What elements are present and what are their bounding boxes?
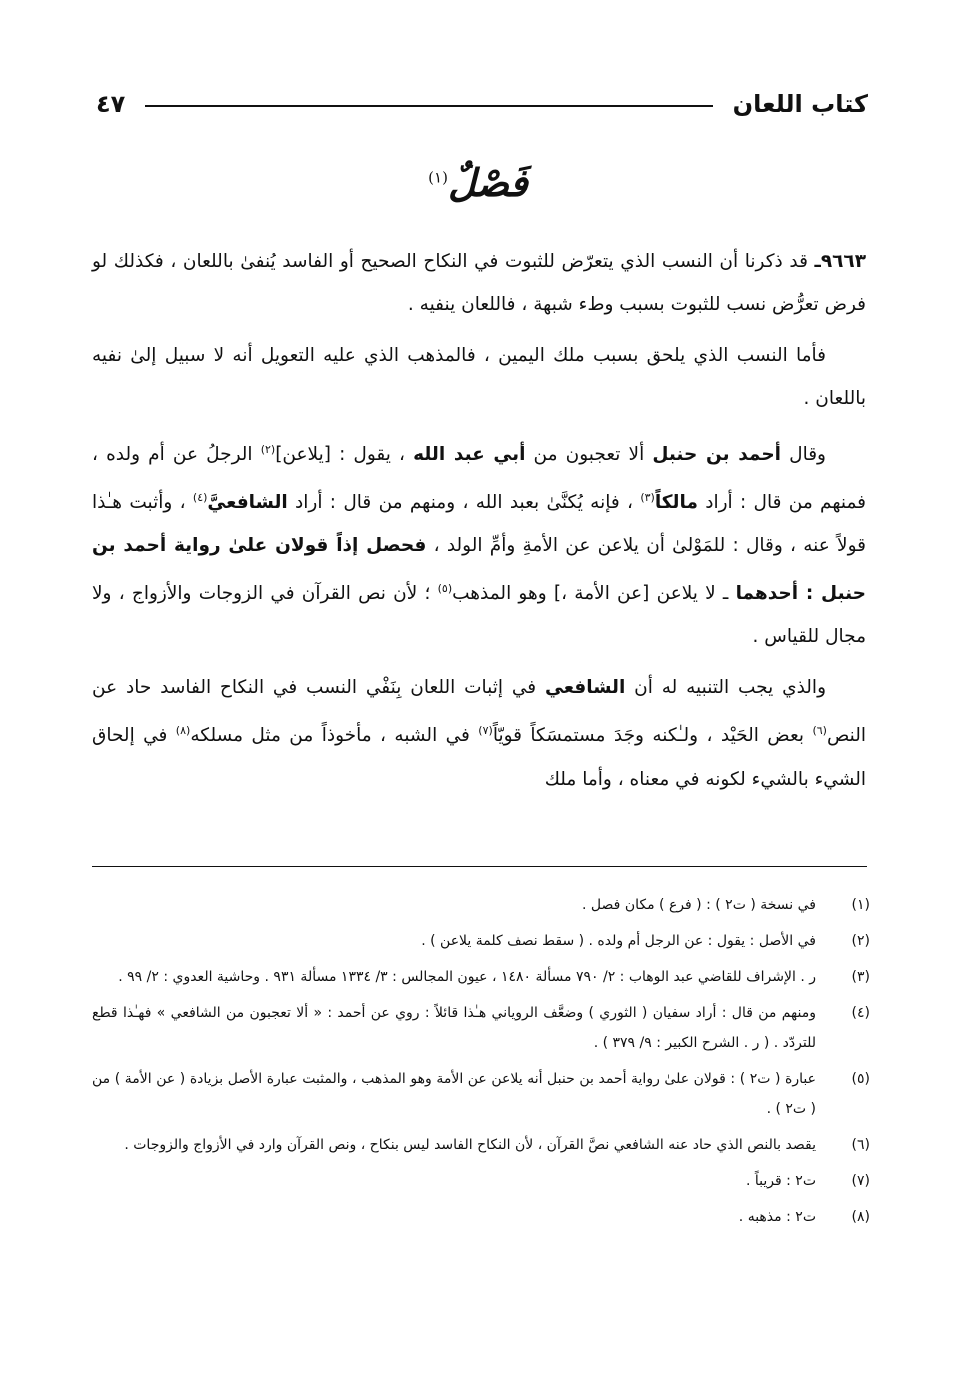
footnote-text: في الأصل : يقول : عن الرجل أم ولده . ( سقط نصف كلمة يلاعن ) . — [421, 933, 816, 949]
footnote-text: ت٢ : قريباً . — [745, 1173, 816, 1189]
bold-text: فحصل إذاً قولان علىٰ رواية أحمد بن حنبل : أحدهما — [92, 535, 867, 605]
footnotes — [92, 890, 870, 1238]
footnote-text: ر . الإشراف للقاضي عبد الوهاب : ٢/ ٧٩٠ مسألة ١٤٨٠ ، عيون المجالس : ٣/ ١٣٣٤ مسألة ٩٣١ . وحاشية العدوي : ٢/ ٩٩ . — [118, 969, 816, 985]
footnote-text: يقصد بالنص الذي حاد عنه الشافعي نصَّ القرآن ، لأن النكاح الفاسد ليس بنكاح ، ونص القرآن وارد في الأزواج والزوجات . — [124, 1137, 816, 1153]
footnote-number: (٢) — [851, 933, 870, 949]
text-run: قد ذكرنا أن النسب الذي يتعرّض للثبوت في النكاح الصحيح أو الفاسد يُنفىٰ باللعان ، فكذلك لو فرض تعرُّض نسب للثبوت بسبب وطء شبهة ، فاللعان ينفيه . — [92, 251, 866, 315]
footnote — [92, 1064, 870, 1124]
footnote-number: (٦) — [851, 1137, 870, 1153]
footnote-ref: (٤) — [192, 491, 208, 505]
footnote-separator — [92, 866, 867, 867]
text-run: ؛ لأن نص القرآن في الزوجات والأزواج ، ولا مجال للقياس . — [92, 583, 866, 648]
book-title: كتاب اللعان — [732, 90, 868, 118]
text-run: ، فإنه يُكنَّىٰ بعبد الله ، ومنهم من قال : أراد — [287, 492, 641, 514]
footnote — [92, 926, 870, 956]
section-title — [0, 160, 956, 205]
text-run: الرجلُ عن أم ولده ، فمنهم من قال : أراد — [92, 444, 866, 514]
bold-text: مالكاً — [654, 492, 698, 514]
bold-text: الشافعي — [545, 677, 626, 699]
text-run: والذي يجب التنبيه له أن — [625, 677, 826, 699]
text-run: في الشبه ، مأخوذاً من مثل مسلكه — [190, 725, 479, 747]
footnote-ref: (٧) — [478, 724, 493, 738]
text-run: وقال — [781, 444, 826, 466]
footnote-number: (٣) — [851, 969, 870, 985]
footnote-ref: (٦) — [812, 724, 827, 738]
footnote — [92, 1166, 870, 1196]
body-text — [92, 240, 866, 809]
body-paragraph — [92, 334, 866, 420]
header-rule — [145, 105, 712, 107]
section-footnote-ref: (١) — [428, 168, 448, 187]
text-run: ـ لا يلاعن [عن الأمة ،] وهو المذهب — [452, 583, 736, 605]
page-number: ٤٧ — [96, 90, 126, 118]
page-header — [96, 84, 868, 124]
footnote-text: في نسخة ( ت٢ ) : ( فرع ) مكان فصل . — [582, 897, 816, 913]
bold-text: ٩٦٦٣ـ — [814, 251, 866, 272]
text-run: فأما النسب الذي يلحق بسبب ملك اليمين ، فالمذهب الذي عليه التعويل أنه لا سبيل إلىٰ نفيه باللعان . — [92, 345, 866, 409]
body-paragraph — [92, 428, 866, 658]
footnote-ref: (٨) — [175, 724, 191, 738]
footnote-number: (٥) — [851, 1071, 870, 1087]
footnote — [92, 998, 870, 1058]
footnote-ref: (٥) — [437, 582, 453, 596]
footnote — [92, 890, 870, 920]
section-title-text: فَصْلٌ — [447, 160, 528, 205]
footnote-ref: (٢) — [260, 443, 276, 456]
footnote-number: (١) — [851, 897, 870, 913]
footnote-text: ت٢ : مذهبه . — [738, 1209, 816, 1225]
footnote-ref: (٣) — [640, 491, 655, 505]
footnote-number: (٧) — [851, 1173, 870, 1189]
footnote-text: ومنهم من قال : أراد سفيان ( الثوري ) وضعَّف الروياني هـٰذا قائلاً : روي عن أحمد : « ألا تعجبون من الشافعي » فهـٰذا قطع للتردّد . ( ر . الشرح الكبير : ٩/ ٣٧٩ ) . — [92, 1005, 816, 1051]
text-run: ، يقول : [يلاعن] — [275, 444, 414, 466]
footnote-number: (٤) — [851, 1005, 870, 1021]
footnote-text: عبارة ( ت٢ ) : قولان علىٰ رواية أحمد بن حنبل أنه يلاعن عن الأمة وهو المذهب ، والمثبت عبارة الأصل بزيادة ( عن الأمة ) من ( ت٢ ) . — [92, 1071, 816, 1117]
text-run: في إلحاق الشيء بالشيء لكونه في معناه ، وأما ملك — [92, 725, 866, 790]
body-paragraph — [92, 240, 866, 326]
text-run: بعض الحَيْد ، ولـٰكنه وجَدَ مستمسَكاً قويّاً — [492, 725, 813, 747]
footnote — [92, 1130, 870, 1160]
text-run: في إثبات اللعان بِنَفْي النسب في النكاح الفاسد حاد عن النص — [92, 677, 866, 747]
body-paragraph — [92, 666, 866, 800]
footnote — [92, 962, 870, 992]
footnote-number: (٨) — [851, 1209, 870, 1225]
bold-text: الشافعيَّ — [207, 492, 288, 514]
bold-text: أبي عبد الله — [413, 444, 526, 466]
footnote — [92, 1202, 870, 1232]
text-run: ألا تعجبون من — [525, 444, 653, 466]
text-run: ، وأثبت هـٰذا قولاً عنه ، وقال : للمَوْلىٰ أن يلاعن عن الأمةِ وأمِّ الولد ، — [92, 492, 866, 557]
bold-text: أحمد بن حنبل — [652, 444, 782, 466]
